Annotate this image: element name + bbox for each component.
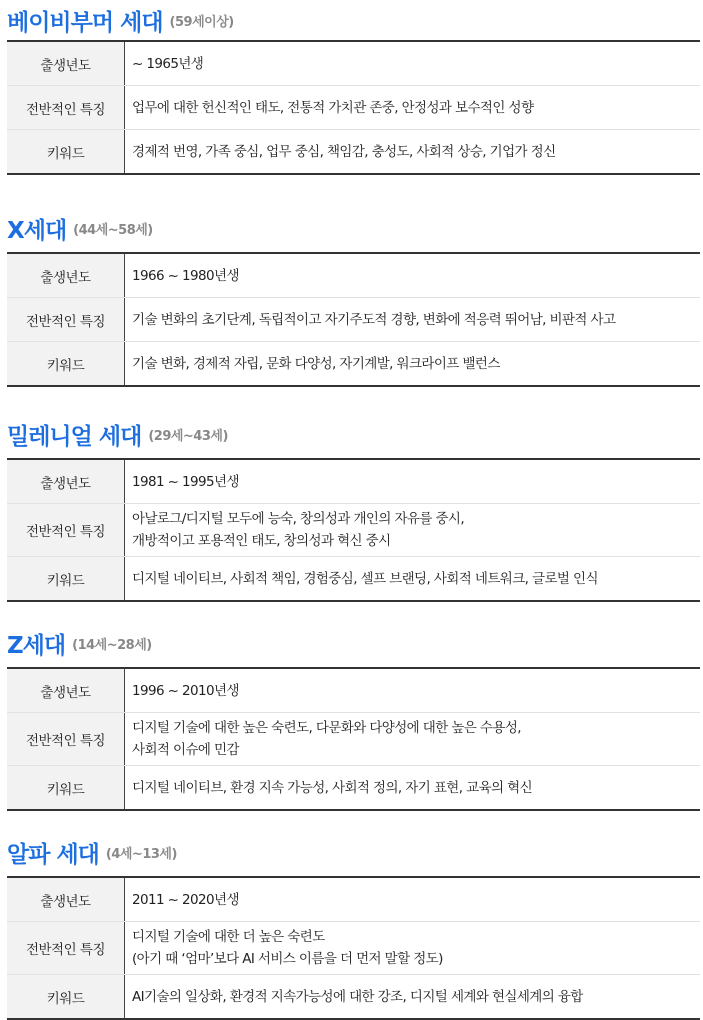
generation-name: X세대 — [7, 217, 67, 244]
generation-age: (59세이상) — [169, 14, 234, 30]
info-table — [7, 876, 700, 1020]
row-label: 출생년도 — [7, 42, 125, 85]
table-row — [7, 504, 700, 557]
generation-age: (14세~28세) — [72, 637, 152, 653]
row-value: 경제적 번영, 가족 중심, 업무 중심, 책임감, 충성도, 사회적 상승, 기업가 정신 — [132, 143, 556, 160]
table-row — [7, 713, 700, 766]
row-label: 전반적인 특징 — [7, 298, 125, 341]
section-title — [7, 414, 228, 454]
row-value: 기술 변화, 경제적 자립, 문화 다양성, 자기계발, 워크라이프 밸런스 — [132, 355, 500, 372]
row-label: 전반적인 특징 — [7, 504, 125, 556]
row-value: 디지털 네이티브, 사회적 책임, 경험중심, 셀프 브랜딩, 사회적 네트워크, 글로벌 인식 — [132, 570, 598, 587]
table-row — [7, 669, 700, 713]
table-row — [7, 878, 700, 922]
generation-age: (4세~13세) — [105, 846, 177, 862]
row-label: 키워드 — [7, 975, 125, 1018]
row-label: 전반적인 특징 — [7, 922, 125, 974]
table-row — [7, 42, 700, 86]
section-title — [7, 832, 177, 872]
table-row — [7, 254, 700, 298]
row-value: AI기술의 일상화, 환경적 지속가능성에 대한 강조, 디지털 세계와 현실세계의 융합 — [132, 988, 583, 1005]
generation-age: (44세~58세) — [73, 222, 153, 238]
generation-age: (29세~43세) — [148, 428, 228, 444]
row-value: 업무에 대한 헌신적인 태도, 전통적 가치관 존중, 안정성과 보수적인 성향 — [132, 99, 534, 116]
row-label: 출생년도 — [7, 878, 125, 921]
row-value: 디지털 기술에 대한 더 높은 숙련도 (아기 때 ‘엄마’보다 AI 서비스 이름을 더 먼저 말할 정도) — [132, 929, 443, 967]
generation-name: 알파 세대 — [7, 841, 99, 868]
row-value: 디지털 네이티브, 환경 지속 가능성, 사회적 정의, 자기 표현, 교육의 혁신 — [132, 779, 533, 796]
table-row — [7, 766, 700, 809]
row-label: 키워드 — [7, 557, 125, 600]
info-table — [7, 252, 700, 387]
row-label: 키워드 — [7, 130, 125, 173]
row-value: 1966 ~ 1980년생 — [132, 267, 239, 284]
info-table — [7, 667, 700, 811]
table-row — [7, 460, 700, 504]
table-row — [7, 130, 700, 173]
row-label: 출생년도 — [7, 254, 125, 297]
info-table — [7, 458, 700, 602]
section-title — [7, 623, 152, 663]
section-title — [7, 208, 153, 248]
row-label: 전반적인 특징 — [7, 86, 125, 129]
row-label: 출생년도 — [7, 669, 125, 712]
row-value: 1996 ~ 2010년생 — [132, 682, 239, 699]
row-value: 디지털 기술에 대한 높은 숙련도, 다문화와 다양성에 대한 높은 수용성, 사회적 이슈에 민감 — [132, 720, 521, 758]
row-value: 기술 변화의 초기단계, 독립적이고 자기주도적 경향, 변화에 적응력 뛰어남, 비판적 사고 — [132, 311, 616, 328]
row-value: 아날로그/디지털 모두에 능숙, 창의성과 개인의 자유를 중시, 개방적이고 포용적인 태도, 창의성과 혁신 중시 — [132, 511, 465, 549]
table-row — [7, 557, 700, 600]
row-label: 키워드 — [7, 766, 125, 809]
row-value: 2011 ~ 2020년생 — [132, 891, 239, 908]
table-row — [7, 298, 700, 342]
row-label: 키워드 — [7, 342, 125, 385]
row-value: ~ 1965년생 — [132, 55, 204, 72]
generation-name: 밀레니얼 세대 — [7, 423, 142, 450]
generation-name: 베이비부머 세대 — [7, 9, 163, 36]
table-row — [7, 975, 700, 1018]
row-value: 1981 ~ 1995년생 — [132, 473, 239, 490]
info-table — [7, 40, 700, 175]
table-row — [7, 86, 700, 130]
table-row — [7, 342, 700, 385]
generation-name: Z세대 — [7, 632, 66, 659]
row-label: 출생년도 — [7, 460, 125, 503]
section-title — [7, 0, 234, 40]
row-label: 전반적인 특징 — [7, 713, 125, 765]
table-row — [7, 922, 700, 975]
